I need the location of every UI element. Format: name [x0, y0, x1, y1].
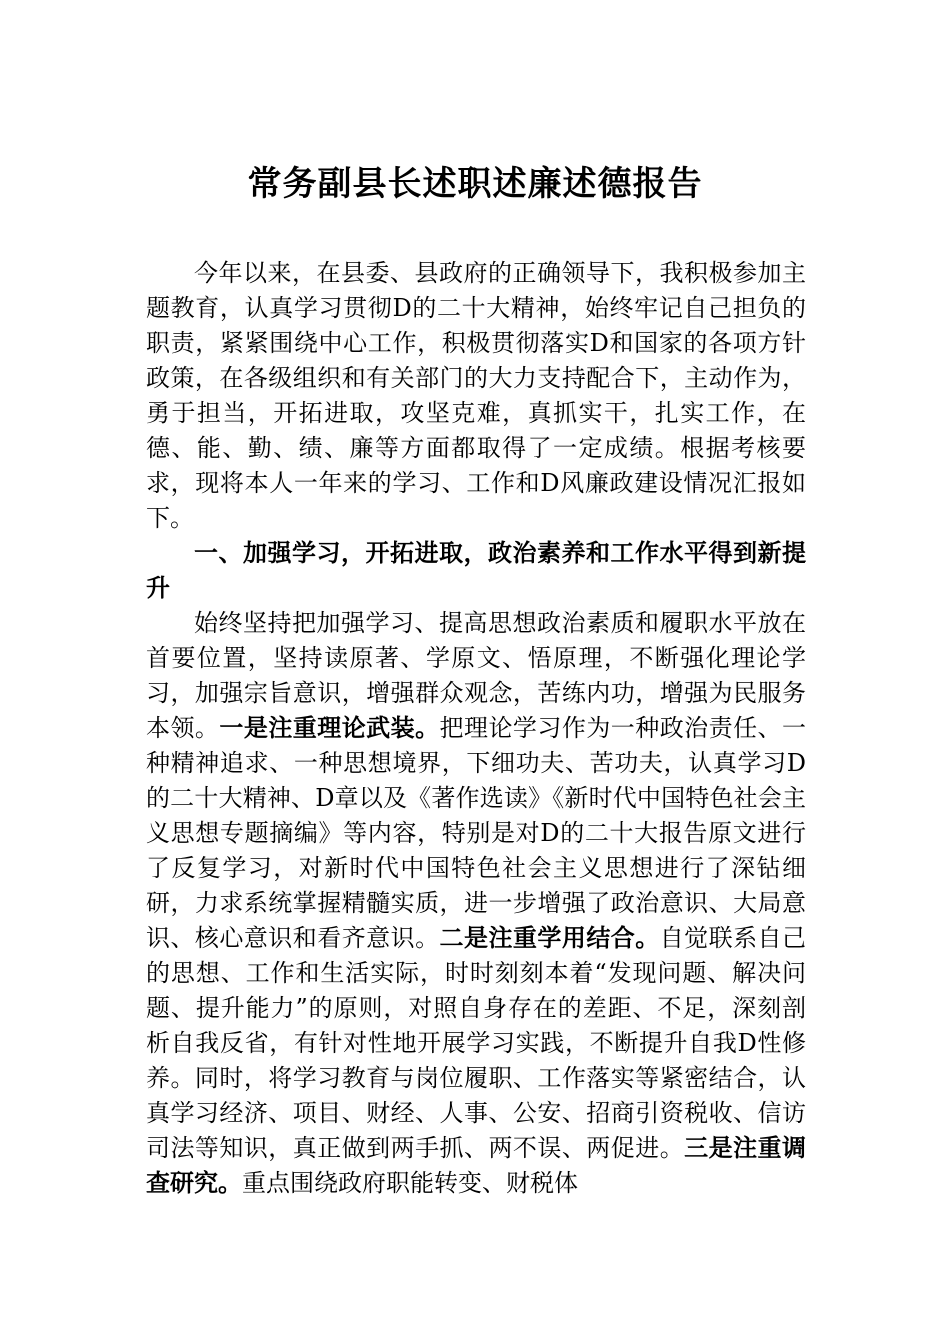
point-1-text: 把理论学习作为一种政治责任、一种精神追求、一种思想境界，下细功夫、苦功夫，认真学习D的二十大精神、D章以及《著作选读》《新时代中国特色社会主义思想专题摘编》等内容，特别是对D的二十大报告原文进行了反复学习，对新时代中国特色社会主义思想进行了深钻细研，力求系统掌握精髓实质，进一步增强了政治意识、大局意识、核心意识和看齐意识。: [146, 714, 807, 952]
point-3-text: 重点围绕政府职能转变、财税体: [242, 1169, 578, 1197]
point-1-title: 一是注重理论武装。: [219, 714, 440, 742]
point-2-title: 二是注重学用结合。: [439, 924, 660, 952]
intro-paragraph: 今年以来，在县委、县政府的正确领导下，我积极参加主题教育，认真学习贯彻D的二十大精神，始终牢记自己担负的职责，紧紧围绕中心工作，积极贯彻落实D和国家的各项方针政策，在各级组织和有关部门的大力支持配合下，主动作为，勇于担当，开拓进取，攻坚克难，真抓实干，扎实工作，在德、能、勤、绩、廉等方面都取得了一定成绩。根据考核要求，现将本人一年来的学习、工作和D风廉政建设情况汇报如下。: [146, 259, 806, 532]
section-heading-1: 一、加强学习，开拓进取，政治素养和工作水平得到新提升: [146, 539, 806, 602]
document-title: 常务副县长述职述廉述德报告: [247, 164, 703, 204]
section-1-lead: 始终坚持把加强学习、提高思想政治素质和履职水平放在首要位置，坚持读原著、学原文、悟原理，不断强化理论学习，加强宗旨意识，增强群众观念，苦练内功，增强为民服务本领。: [146, 609, 806, 742]
point-3-title: 三是注重调查研究。: [146, 1134, 807, 1197]
point-2-text: 自觉联系自己的思想、工作和生活实际，时时刻刻本着“发现问题、解决问题、提升能力”的原则，对照自身存在的差距、不足，深刻剖析自我反省，有针对性地开展学习实践，不断提升自我D性修养。同时，将学习教育与岗位履职、工作落实等紧密结合，认真学习经济、项目、财经、人事、公安、招商引资税收、信访司法等知识，真正做到两手抓、两不误、两促进。: [146, 924, 807, 1162]
document-body: [146, 256, 806, 1201]
section-1-paragraph: [146, 606, 806, 1201]
